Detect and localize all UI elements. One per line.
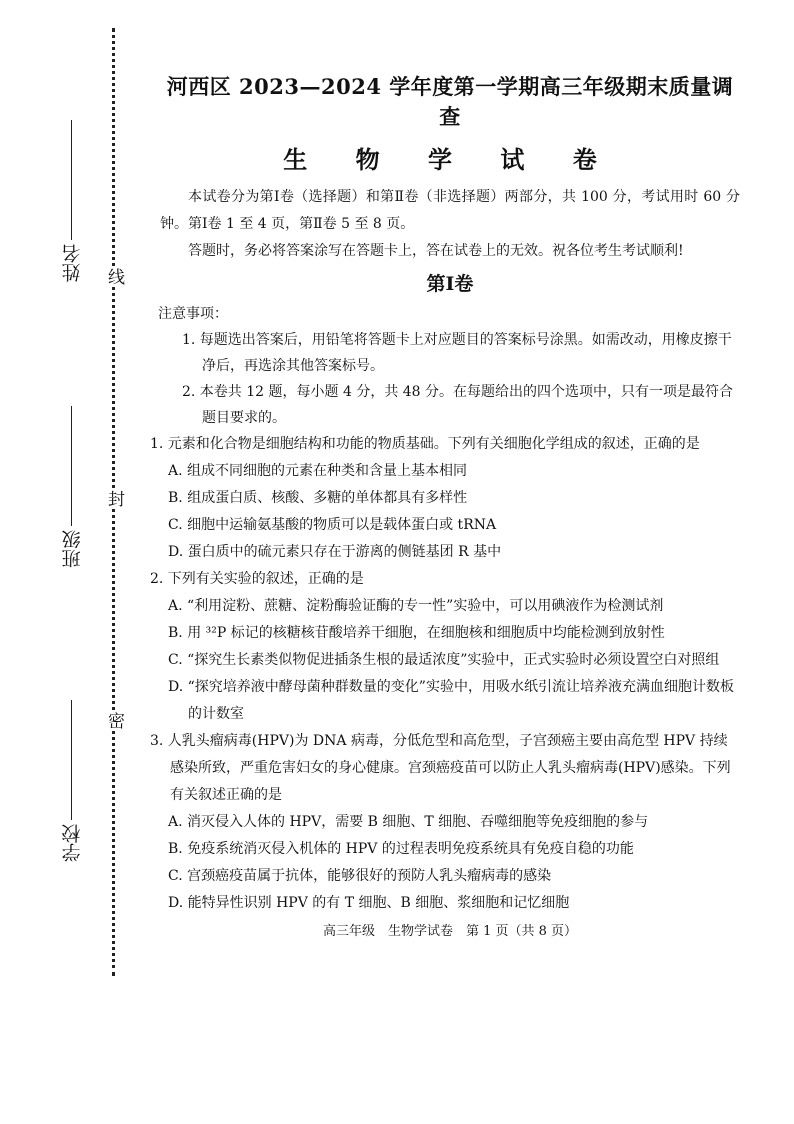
answer-option: C. 细胞中运输氨基酸的物质可以是载体蛋白或 tRNA [168,517,497,533]
name-label: 姓名 [61,244,84,282]
question-stem: 2. 下列有关实验的叙述，正确的是 [150,571,364,587]
exam-title: 河西区 2023—2024 学年度第一学期高三年级期末质量调查 [166,74,734,129]
answer-option: D. 能特异性识别 HPV 的有 T 细胞、B 细胞、浆细胞和记忆细胞 [168,895,570,911]
page-footer: 高三年级 生物学试卷 第 1 页（共 8 页） [322,924,578,939]
exam-subject-title: 生 物 学 试 卷 [283,145,617,174]
intro-paragraph: 本试卷分为第Ⅰ卷（选择题）和第Ⅱ卷（非选择题）两部分，共 100 分，考试用时 60 分钟。第Ⅰ卷 1 至 4 页，第Ⅱ卷 5 至 8 页。 [160,189,740,232]
class-blank-line[interactable] [72,406,73,526]
question-stem: 1. 元素和化合物是细胞结构和功能的物质基础。下列有关细胞化学组成的叙述，正确的是 [150,436,700,452]
seal-word-mi: 密 [104,712,124,729]
seal-word-feng: 封 [104,490,124,507]
class-field[interactable] [56,406,88,568]
answer-option: D. 蛋白质中的硫元素只存在于游离的侧链基团 R 基中 [168,544,502,560]
answer-option: C. “探究生长素类似物促进插条生根的最适浓度”实验中，正式实验时必须设置空白对照组 [168,652,720,668]
exam-page-content [150,72,740,917]
school-field[interactable] [56,700,88,862]
seal-word-xian: 线 [104,268,124,285]
school-blank-line[interactable] [72,700,73,820]
question-1 [150,431,740,566]
class-label: 班级 [61,530,84,568]
answer-option: B. 用 ³²P 标记的核糖核苷酸培养干细胞，在细胞核和细胞质中均能检测到放射性 [168,625,665,641]
name-field[interactable] [56,120,88,282]
answer-option: B. 免疫系统消灭侵入机体的 HPV 的过程表明免疫系统具有免疫自稳的功能 [168,841,634,857]
question-2 [150,566,740,728]
question-stem: 3. 人乳头瘤病毒(HPV)为 DNA 病毒，分低危型和高危型，子宫颈癌主要由高危型 HPV 持续感染所致，严重危害妇女的身心健康。宫颈癌疫苗可以防止人乳头瘤病毒(HPV)感染。下列有关叙述正确的是 [150,733,731,803]
question-3 [150,728,740,917]
notice-item: 2. 本卷共 12 题，每小题 4 分，共 48 分。在每题给出的四个选项中，只有一项是最符合题目要求的。 [182,384,734,426]
answer-option: A. “利用淀粉、蔗糖、淀粉酶验证酶的专一性”实验中，可以用碘液作为检测试剂 [168,598,664,614]
school-label: 学校 [61,824,84,862]
answer-option: D. “探究培养液中酵母菌种群数量的变化”实验中，用吸水纸引流让培养液充满血细胞计数板的计数室 [168,679,734,722]
part-one-heading: 第Ⅰ卷 [426,273,474,295]
notice-title: 注意事项： [158,306,228,322]
answer-option: C. 宫颈癌疫苗属于抗体，能够很好的预防人乳头瘤病毒的感染 [168,868,552,884]
intro-paragraph: 答题时，务必将答案涂写在答题卡上，答在试卷上的无效。祝各位考生考试顺利! [188,243,684,259]
answer-option: B. 组成蛋白质、核酸、多糖的单体都具有多样性 [168,490,468,506]
answer-option: A. 组成不同细胞的元素在种类和含量上基本相同 [168,463,468,479]
exam-instructions [160,184,740,265]
answer-option: A. 消灭侵入人体的 HPV，需要 B 细胞、T 细胞、吞噬细胞等免疫细胞的参与 [168,814,649,830]
name-blank-line[interactable] [72,120,73,240]
notice-item: 1. 每题选出答案后，用铅笔将答题卡上对应题目的答案标号涂黑。如需改动，用橡皮擦干净后，再选涂其他答案标号。 [182,332,732,374]
